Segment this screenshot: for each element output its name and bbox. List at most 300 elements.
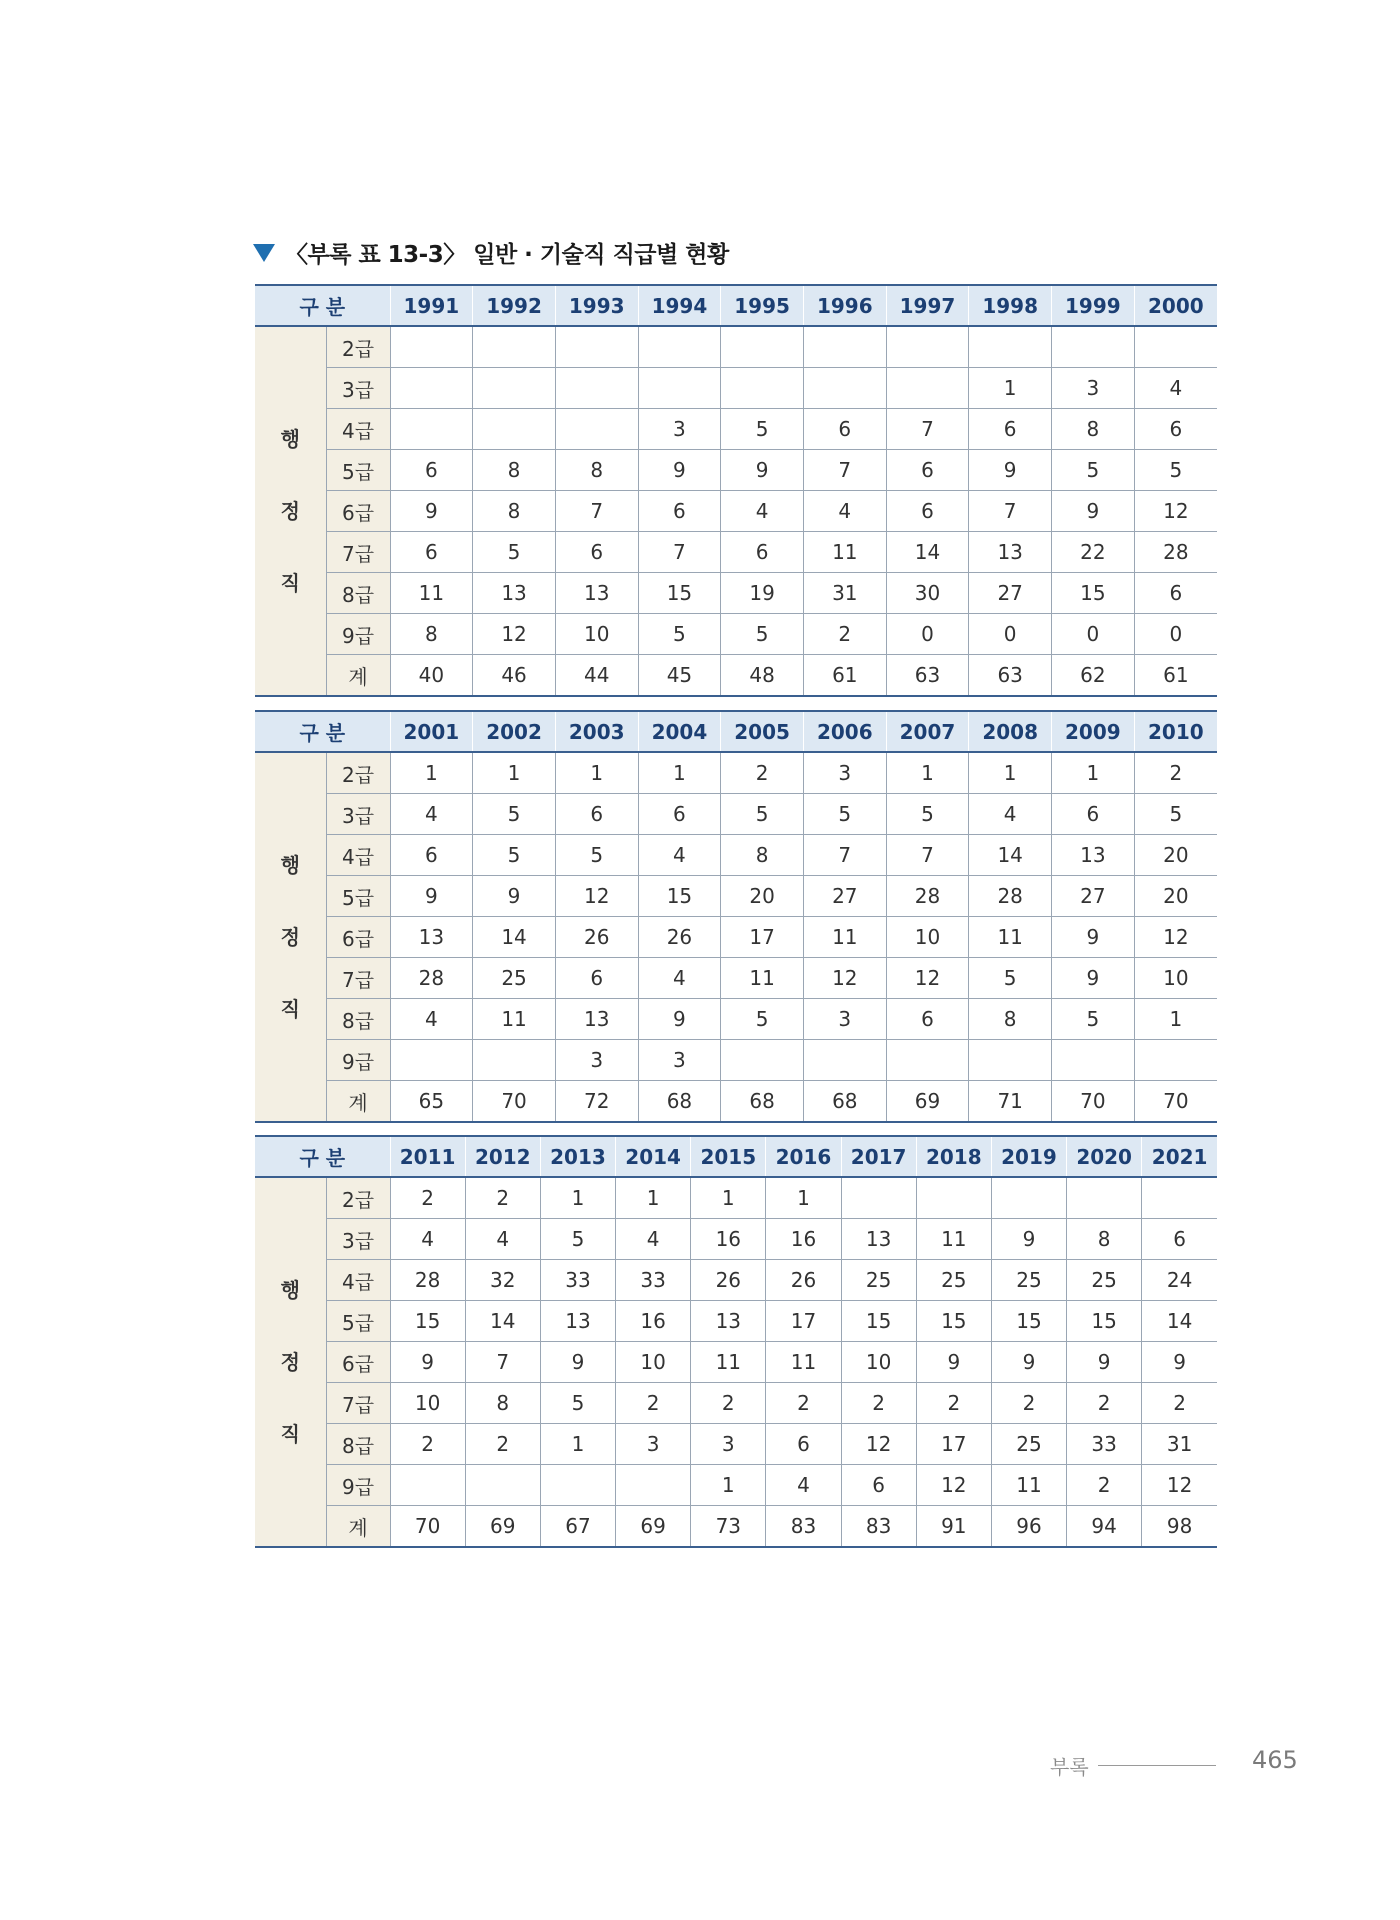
grade-label: 2급 (326, 1177, 390, 1219)
table-cell: 40 (390, 655, 473, 697)
table-cell: 5 (473, 532, 556, 573)
table-cell: 12 (803, 958, 886, 999)
table-row (255, 573, 1217, 614)
table-row (255, 1260, 1217, 1301)
table-cell: 69 (465, 1506, 540, 1548)
year-header: 1997 (886, 285, 969, 326)
table-cell: 15 (841, 1301, 916, 1342)
year-header: 2007 (886, 711, 969, 752)
table-cell: 9 (969, 450, 1052, 491)
table-cell (991, 1177, 1066, 1219)
year-header: 1992 (473, 285, 556, 326)
table-cell: 2 (1134, 752, 1217, 794)
table-cell: 5 (473, 794, 556, 835)
table-cell: 7 (638, 532, 721, 573)
table-cell: 8 (969, 999, 1052, 1040)
year-header: 2012 (465, 1136, 540, 1177)
table-cell: 26 (555, 917, 638, 958)
table-cell: 6 (638, 491, 721, 532)
table-row (255, 1177, 1217, 1219)
table-cell: 6 (841, 1465, 916, 1506)
grade-label: 7급 (326, 1383, 390, 1424)
table-cell: 4 (638, 958, 721, 999)
table-cell: 12 (1142, 1465, 1217, 1506)
table-cell: 2 (465, 1177, 540, 1219)
table-cell: 17 (766, 1301, 841, 1342)
table-cell: 9 (1052, 958, 1135, 999)
table-cell: 4 (969, 794, 1052, 835)
grade-label: 2급 (326, 752, 390, 794)
table-cell (721, 368, 804, 409)
total-row (255, 655, 1217, 697)
table-cell: 6 (886, 491, 969, 532)
table-cell: 5 (555, 835, 638, 876)
table-cell: 9 (991, 1219, 1066, 1260)
table-cell (390, 1040, 473, 1081)
table-cell: 67 (540, 1506, 615, 1548)
table-cell (473, 326, 556, 368)
table-cell: 1 (766, 1177, 841, 1219)
year-header: 2003 (555, 711, 638, 752)
table-cell (969, 326, 1052, 368)
table-cell: 28 (390, 958, 473, 999)
table-cell: 6 (803, 409, 886, 450)
table-cell (803, 326, 886, 368)
table-cell: 0 (969, 614, 1052, 655)
table-cell (473, 368, 556, 409)
table-cell (886, 368, 969, 409)
table-cell: 14 (886, 532, 969, 573)
table-cell: 5 (721, 999, 804, 1040)
table-cell: 6 (555, 532, 638, 573)
header-category-label: 구 분 (255, 1136, 390, 1177)
table-cell (555, 368, 638, 409)
data-table-2 (255, 710, 1217, 1123)
table-cell (1134, 326, 1217, 368)
table-row (255, 1301, 1217, 1342)
table-cell: 25 (991, 1260, 1066, 1301)
table-cell: 9 (1052, 917, 1135, 958)
table-cell: 14 (1142, 1301, 1217, 1342)
grade-label: 계 (326, 1506, 390, 1548)
table-cell: 0 (1134, 614, 1217, 655)
table-cell: 5 (969, 958, 1052, 999)
table-cell: 9 (390, 491, 473, 532)
table-cell: 69 (886, 1081, 969, 1123)
table-cell: 28 (390, 1260, 465, 1301)
table-cell: 2 (841, 1383, 916, 1424)
table-cell: 5 (638, 614, 721, 655)
table-cell: 2 (721, 752, 804, 794)
table-cell: 33 (1067, 1424, 1142, 1465)
table-cell: 8 (555, 450, 638, 491)
table-cell: 5 (721, 409, 804, 450)
table-cell: 70 (390, 1506, 465, 1548)
table-cell: 9 (638, 450, 721, 491)
table-cell: 13 (473, 573, 556, 614)
year-header: 2019 (991, 1136, 1066, 1177)
table-cell: 9 (638, 999, 721, 1040)
table-cell: 13 (540, 1301, 615, 1342)
table-cell (390, 326, 473, 368)
table-cell: 16 (691, 1219, 766, 1260)
grade-label: 5급 (326, 1301, 390, 1342)
table-cell: 10 (390, 1383, 465, 1424)
table-cell (390, 1465, 465, 1506)
header-category-label: 구 분 (255, 711, 390, 752)
table-cell: 6 (1134, 573, 1217, 614)
table-cell: 11 (721, 958, 804, 999)
table-cell: 20 (721, 876, 804, 917)
grade-label: 9급 (326, 614, 390, 655)
table-cell: 11 (991, 1465, 1066, 1506)
grade-label: 3급 (326, 368, 390, 409)
table-cell (721, 1040, 804, 1081)
table-cell: 2 (1067, 1383, 1142, 1424)
table-cell: 3 (803, 752, 886, 794)
total-row (255, 1081, 1217, 1123)
year-header: 2006 (803, 711, 886, 752)
table-cell: 19 (721, 573, 804, 614)
table-cell: 2 (390, 1177, 465, 1219)
table-cell: 5 (540, 1219, 615, 1260)
year-header: 1993 (555, 285, 638, 326)
table-cell: 9 (991, 1342, 1066, 1383)
table-cell: 9 (473, 876, 556, 917)
table-cell (465, 1465, 540, 1506)
table-cell: 98 (1142, 1506, 1217, 1548)
table-cell: 3 (638, 409, 721, 450)
table-cell (390, 368, 473, 409)
table-cell: 71 (969, 1081, 1052, 1123)
table-cell: 68 (803, 1081, 886, 1123)
table-cell: 2 (803, 614, 886, 655)
table-cell: 1 (969, 368, 1052, 409)
year-header: 2001 (390, 711, 473, 752)
year-header: 2020 (1067, 1136, 1142, 1177)
table-cell: 6 (1134, 409, 1217, 450)
table-cell (473, 1040, 556, 1081)
year-header: 2000 (1134, 285, 1217, 326)
table-cell: 27 (803, 876, 886, 917)
table-cell: 1 (616, 1177, 691, 1219)
table-cell: 44 (555, 655, 638, 697)
table-cell: 0 (1052, 614, 1135, 655)
table-cell: 20 (1134, 876, 1217, 917)
table-cell: 5 (1134, 794, 1217, 835)
grade-label: 2급 (326, 326, 390, 368)
table-cell: 70 (473, 1081, 556, 1123)
table-cell (473, 409, 556, 450)
table-cell: 13 (969, 532, 1052, 573)
table-cell: 3 (691, 1424, 766, 1465)
table-cell: 5 (886, 794, 969, 835)
table-cell: 11 (803, 532, 886, 573)
table-cell (1067, 1177, 1142, 1219)
side-category-label: 행 정 직 (255, 752, 326, 1122)
table-row (255, 958, 1217, 999)
table-cell: 26 (638, 917, 721, 958)
table-cell: 5 (1134, 450, 1217, 491)
table-cell: 7 (886, 409, 969, 450)
table-cell: 30 (886, 573, 969, 614)
table-cell: 7 (555, 491, 638, 532)
table-row (255, 368, 1217, 409)
table-row (255, 1040, 1217, 1081)
year-header: 2014 (616, 1136, 691, 1177)
grade-label: 8급 (326, 999, 390, 1040)
table-cell: 7 (803, 835, 886, 876)
table-cell: 46 (473, 655, 556, 697)
table-cell (616, 1465, 691, 1506)
table-cell: 8 (721, 835, 804, 876)
table-cell: 33 (540, 1260, 615, 1301)
grade-label: 5급 (326, 450, 390, 491)
table-cell: 28 (969, 876, 1052, 917)
table-cell: 68 (721, 1081, 804, 1123)
table-cell: 9 (1052, 491, 1135, 532)
table-cell: 13 (555, 999, 638, 1040)
table-cell: 6 (638, 794, 721, 835)
table-cell: 4 (803, 491, 886, 532)
table-cell: 5 (1052, 999, 1135, 1040)
table-cell (721, 326, 804, 368)
table-cell: 11 (803, 917, 886, 958)
table-row (255, 1219, 1217, 1260)
table-cell: 4 (1134, 368, 1217, 409)
table-cell: 9 (1067, 1342, 1142, 1383)
table-cell: 9 (540, 1342, 615, 1383)
year-header: 2021 (1142, 1136, 1217, 1177)
table-cell: 8 (390, 614, 473, 655)
table-cell: 31 (1142, 1424, 1217, 1465)
table-cell: 6 (390, 532, 473, 573)
table-cell (803, 368, 886, 409)
table-cell (1052, 326, 1135, 368)
table-title (253, 232, 729, 272)
table-cell: 1 (540, 1177, 615, 1219)
grade-label: 8급 (326, 573, 390, 614)
year-header: 2016 (766, 1136, 841, 1177)
table-cell: 8 (1067, 1219, 1142, 1260)
table-cell: 12 (841, 1424, 916, 1465)
grade-label: 4급 (326, 1260, 390, 1301)
table-cell (638, 368, 721, 409)
table-cell: 2 (390, 1424, 465, 1465)
table-cell: 15 (638, 573, 721, 614)
year-header: 1991 (390, 285, 473, 326)
table-cell (555, 326, 638, 368)
table-row (255, 450, 1217, 491)
table-cell: 5 (803, 794, 886, 835)
table-row (255, 1383, 1217, 1424)
year-header: 1995 (721, 285, 804, 326)
table-row (255, 1424, 1217, 1465)
grade-label: 8급 (326, 1424, 390, 1465)
table-cell (886, 1040, 969, 1081)
table-cell (1134, 1040, 1217, 1081)
table-row (255, 794, 1217, 835)
table-cell: 15 (1052, 573, 1135, 614)
table-row (255, 999, 1217, 1040)
table-cell: 1 (1052, 752, 1135, 794)
table-cell: 2 (766, 1383, 841, 1424)
table-cell: 6 (555, 794, 638, 835)
table-title-text: 〈부록 표 13-3〉 일반 · 기술직 직급별 현황 (285, 241, 729, 268)
table-row (255, 835, 1217, 876)
table-cell: 6 (766, 1424, 841, 1465)
table-cell: 15 (1067, 1301, 1142, 1342)
table-cell: 16 (616, 1301, 691, 1342)
year-header: 2013 (540, 1136, 615, 1177)
table-cell: 16 (766, 1219, 841, 1260)
header-category-label: 구 분 (255, 285, 390, 326)
table-cell: 33 (616, 1260, 691, 1301)
table-cell: 15 (638, 876, 721, 917)
table-cell: 10 (841, 1342, 916, 1383)
table-cell: 1 (555, 752, 638, 794)
table-cell: 5 (540, 1383, 615, 1424)
table-cell: 4 (390, 999, 473, 1040)
table-row (255, 917, 1217, 958)
table-cell: 6 (1142, 1219, 1217, 1260)
table-cell: 14 (969, 835, 1052, 876)
table-cell: 28 (1134, 532, 1217, 573)
table-cell: 14 (465, 1301, 540, 1342)
year-header: 2008 (969, 711, 1052, 752)
table-cell: 11 (766, 1342, 841, 1383)
table-cell: 25 (1067, 1260, 1142, 1301)
table-cell (555, 409, 638, 450)
table-cell: 12 (1134, 491, 1217, 532)
table-cell: 15 (390, 1301, 465, 1342)
table-cell: 73 (691, 1506, 766, 1548)
table-cell: 14 (473, 917, 556, 958)
table-cell: 9 (916, 1342, 991, 1383)
table-cell: 1 (969, 752, 1052, 794)
grade-label: 계 (326, 655, 390, 697)
data-table-3 (255, 1135, 1217, 1548)
table-cell: 1 (473, 752, 556, 794)
table-cell: 70 (1052, 1081, 1135, 1123)
table-cell: 96 (991, 1506, 1066, 1548)
table-cell: 91 (916, 1506, 991, 1548)
grade-label: 7급 (326, 532, 390, 573)
table-cell: 83 (766, 1506, 841, 1548)
table-cell: 45 (638, 655, 721, 697)
table-cell (540, 1465, 615, 1506)
table-cell: 17 (916, 1424, 991, 1465)
year-header: 1996 (803, 285, 886, 326)
table-cell: 1 (691, 1465, 766, 1506)
table-cell: 2 (1142, 1383, 1217, 1424)
table-cell: 94 (1067, 1506, 1142, 1548)
table-cell: 15 (916, 1301, 991, 1342)
table-cell: 72 (555, 1081, 638, 1123)
table-cell: 2 (991, 1383, 1066, 1424)
table-cell: 6 (969, 409, 1052, 450)
table-cell: 11 (916, 1219, 991, 1260)
table-cell: 8 (1052, 409, 1135, 450)
footer-section-label: 부록 (1050, 1755, 1089, 1779)
table-cell: 24 (1142, 1260, 1217, 1301)
table-cell: 13 (1052, 835, 1135, 876)
table-cell: 2 (691, 1383, 766, 1424)
table-cell: 48 (721, 655, 804, 697)
table-cell: 1 (691, 1177, 766, 1219)
total-row (255, 1506, 1217, 1548)
table-cell: 4 (638, 835, 721, 876)
table-cell: 8 (473, 450, 556, 491)
table-cell: 7 (465, 1342, 540, 1383)
table-cell: 8 (465, 1383, 540, 1424)
table-row (255, 1465, 1217, 1506)
table-cell: 5 (1052, 450, 1135, 491)
table-cell: 4 (465, 1219, 540, 1260)
side-category-label: 행 정 직 (255, 1177, 326, 1547)
table-cell: 3 (638, 1040, 721, 1081)
year-header: 2017 (841, 1136, 916, 1177)
table-cell: 1 (390, 752, 473, 794)
table-cell: 15 (991, 1301, 1066, 1342)
table-cell: 11 (390, 573, 473, 614)
year-header: 2018 (916, 1136, 991, 1177)
table-cell: 63 (969, 655, 1052, 697)
table-cell: 8 (473, 491, 556, 532)
table-cell (1142, 1177, 1217, 1219)
table-cell: 3 (616, 1424, 691, 1465)
table-cell: 7 (886, 835, 969, 876)
table-cell: 13 (390, 917, 473, 958)
table-cell (803, 1040, 886, 1081)
year-header: 2004 (638, 711, 721, 752)
table-cell: 5 (721, 794, 804, 835)
grade-label: 3급 (326, 794, 390, 835)
table-cell: 12 (886, 958, 969, 999)
page-number: 465 (1252, 1746, 1298, 1774)
table-cell: 6 (886, 450, 969, 491)
grade-label: 6급 (326, 917, 390, 958)
table-cell: 10 (555, 614, 638, 655)
table-cell: 10 (1134, 958, 1217, 999)
table-cell: 6 (390, 450, 473, 491)
table-cell: 10 (886, 917, 969, 958)
year-header: 1998 (969, 285, 1052, 326)
table-cell: 70 (1134, 1081, 1217, 1123)
grade-label: 계 (326, 1081, 390, 1123)
table-cell (916, 1177, 991, 1219)
table-cell: 11 (691, 1342, 766, 1383)
year-header: 1994 (638, 285, 721, 326)
table-cell: 65 (390, 1081, 473, 1123)
table-cell (886, 326, 969, 368)
table-cell: 2 (616, 1383, 691, 1424)
table-cell: 27 (969, 573, 1052, 614)
table-cell: 61 (1134, 655, 1217, 697)
table-cell: 0 (886, 614, 969, 655)
table-cell: 12 (1134, 917, 1217, 958)
year-header: 2002 (473, 711, 556, 752)
table-cell: 1 (638, 752, 721, 794)
table-cell: 1 (540, 1424, 615, 1465)
table-cell: 6 (555, 958, 638, 999)
table-cell: 27 (1052, 876, 1135, 917)
table-cell: 4 (721, 491, 804, 532)
table-cell: 4 (390, 1219, 465, 1260)
table-row (255, 326, 1217, 368)
table-cell: 4 (616, 1219, 691, 1260)
table-cell: 5 (721, 614, 804, 655)
